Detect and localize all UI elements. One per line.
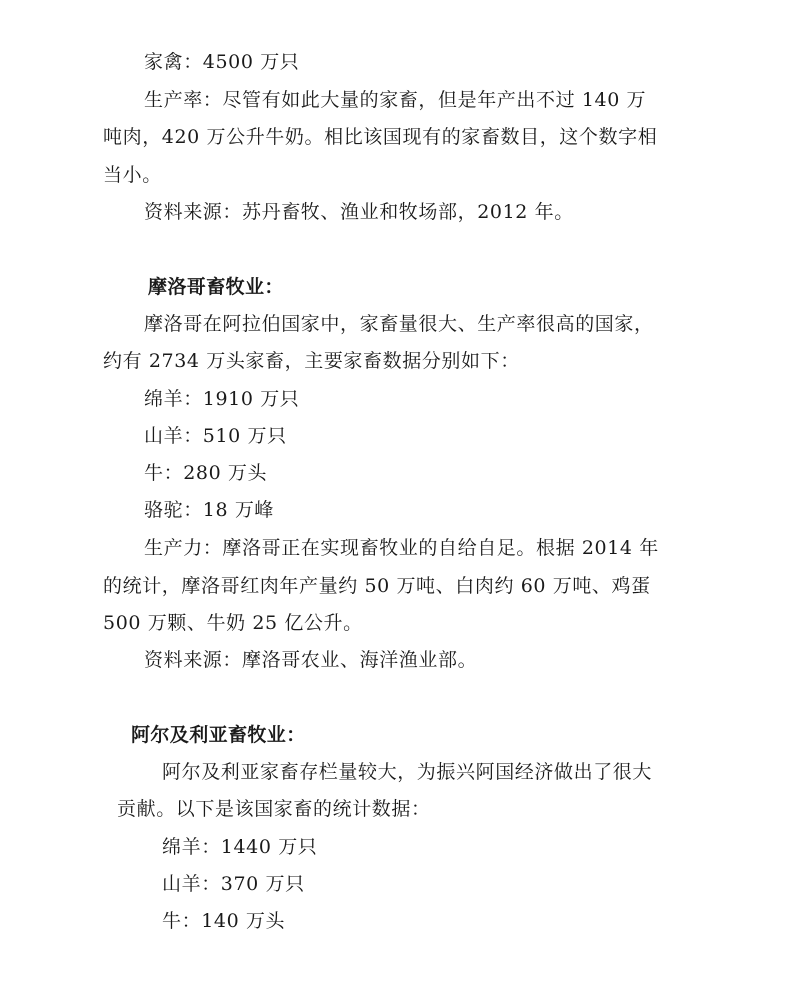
sudan-productivity-line-2: 吨肉，420 万公升牛奶。相比该国现有的家畜数目，这个数字相: [103, 126, 658, 148]
algeria-sheep-line: 绵羊：1440 万只: [162, 836, 318, 858]
sudan-poultry-line: 家禽：4500 万只: [144, 51, 300, 73]
algeria-intro-line-2: 贡献。以下是该国家畜的统计数据：: [117, 798, 431, 820]
algeria-goats-line: 山羊：370 万只: [162, 873, 305, 895]
morocco-productivity-line-1: 生产力：摩洛哥正在实现畜牧业的自给自足。根据 2014 年: [144, 537, 659, 559]
morocco-productivity-line-3: 500 万颗、牛奶 25 亿公升。: [103, 612, 363, 634]
sudan-source-line: 资料来源：苏丹畜牧、渔业和牧场部，2012 年。: [144, 201, 574, 223]
morocco-cattle-line: 牛：280 万头: [144, 462, 268, 484]
algeria-intro-line-1: 阿尔及利亚家畜存栏量较大，为振兴阿国经济做出了很大: [162, 761, 653, 783]
morocco-productivity-line-2: 的统计，摩洛哥红肉年产量约 50 万吨、白肉约 60 万吨、鸡蛋: [103, 575, 651, 597]
algeria-cattle-line: 牛：140 万头: [162, 910, 286, 932]
sudan-productivity-line-3: 当小。: [103, 164, 162, 186]
algeria-heading: 阿尔及利亚畜牧业：: [131, 724, 306, 746]
morocco-heading: 摩洛哥畜牧业：: [148, 276, 284, 298]
morocco-camels-line: 骆驼：18 万峰: [144, 499, 275, 521]
morocco-intro-line-2: 约有 2734 万头家畜，主要家畜数据分别如下：: [103, 350, 520, 372]
morocco-sheep-line: 绵羊：1910 万只: [144, 388, 300, 410]
morocco-source-line: 资料来源：摩洛哥农业、海洋渔业部。: [144, 649, 478, 671]
morocco-intro-line-1: 摩洛哥在阿拉伯国家中，家畜量很大、生产率很高的国家，: [144, 313, 654, 335]
sudan-productivity-line-1: 生产率：尽管有如此大量的家畜，但是年产出不过 140 万: [144, 89, 647, 111]
morocco-goats-line: 山羊：510 万只: [144, 425, 287, 447]
